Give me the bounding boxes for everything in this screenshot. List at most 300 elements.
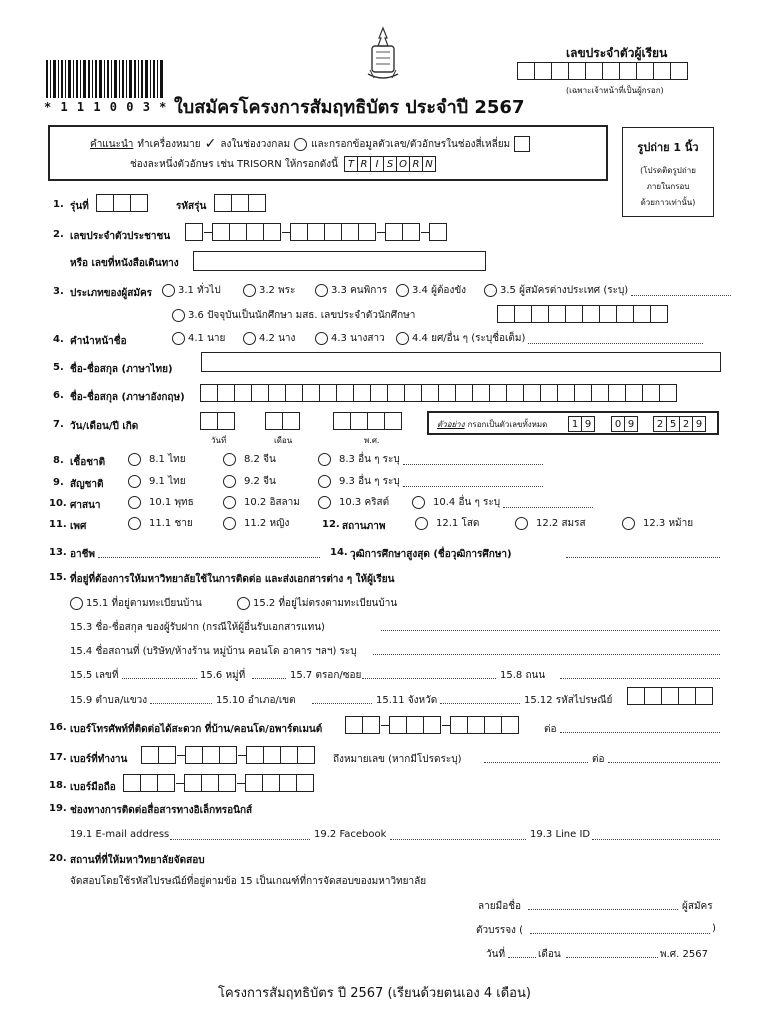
box[interactable] (484, 716, 502, 734)
radio-circle[interactable] (223, 453, 236, 466)
radio-circle[interactable] (223, 475, 236, 488)
box[interactable] (218, 774, 236, 792)
f12-label: สถานภาพ (342, 521, 386, 532)
box[interactable] (367, 412, 385, 430)
radio-circle[interactable] (318, 453, 331, 466)
box[interactable] (290, 223, 308, 241)
f10-option-3[interactable] (318, 495, 389, 510)
box[interactable] (324, 223, 342, 241)
student-number-boxes[interactable] (498, 305, 668, 323)
box[interactable] (140, 774, 158, 792)
f15-s6: 15.6 หมู่ที่ (200, 670, 246, 681)
f3-other-line[interactable] (631, 285, 731, 296)
radio-circle[interactable] (415, 517, 428, 530)
box[interactable] (616, 305, 634, 323)
f11-option-1[interactable] (128, 516, 193, 531)
box[interactable] (551, 62, 569, 80)
f4-option-3[interactable] (315, 331, 385, 346)
example-digit: 9 (692, 416, 706, 432)
box[interactable] (472, 384, 490, 402)
f4-o1: 4.1 นาย (188, 333, 226, 344)
box[interactable] (265, 412, 283, 430)
example-text: กรอกเป็นตัวเลขทั้งหมด (467, 420, 548, 429)
f15-o2: 15.2 ที่อยู่ไม่ตรงตามทะเบียนบ้าน (253, 598, 398, 609)
f10-o1: 10.1 พุทธ (149, 497, 194, 508)
box[interactable] (467, 716, 485, 734)
photo-note-1: (โปรดติดรูปถ่าย (640, 166, 696, 175)
f3-o3: 3.3 คนพิการ (331, 285, 388, 296)
f3-o6: 3.6 ปัจจุบันเป็นนักศึกษา มสธ. เลขประจำตัวนักศึกษา (188, 310, 416, 321)
f16-label: เบอร์โทรศัพท์ที่ติดต่อได้สะดวก ที่บ้าน/คอนโด/อพาร์ตเมนต์ (70, 724, 323, 735)
instructions-text-2: ช่องละหนึ่งตัวอักษร เช่น TRISORN ให้กรอกดังนี้ (130, 158, 339, 170)
f4-o3: 4.3 นางสาว (331, 333, 385, 344)
radio-circle[interactable] (318, 496, 331, 509)
box[interactable] (404, 384, 422, 402)
box[interactable] (642, 384, 660, 402)
f11-o1: 11.1 ชาย (149, 518, 193, 529)
instructions-line-1 (90, 136, 530, 152)
box[interactable] (557, 384, 575, 402)
f12-option-2[interactable] (515, 516, 586, 531)
f10-option-4[interactable] (412, 495, 593, 510)
box[interactable] (384, 412, 402, 430)
box[interactable] (650, 305, 668, 323)
instructions-box (48, 125, 608, 181)
box[interactable] (123, 774, 141, 792)
box[interactable] (285, 384, 303, 402)
radio-circle[interactable] (396, 284, 409, 297)
radio-circle[interactable] (515, 517, 528, 530)
radio-circle[interactable] (128, 475, 141, 488)
box[interactable] (429, 223, 447, 241)
f14-no: 14. (330, 547, 348, 558)
box[interactable] (585, 62, 603, 80)
radio-circle[interactable] (412, 496, 425, 509)
box[interactable] (523, 384, 541, 402)
facebook-line[interactable] (390, 829, 526, 840)
box[interactable] (548, 305, 566, 323)
district-line[interactable] (312, 693, 372, 704)
box[interactable] (184, 774, 202, 792)
box[interactable] (644, 687, 662, 705)
mobile-boxes[interactable] (124, 774, 314, 792)
box[interactable] (619, 62, 637, 80)
f19-s3: 19.3 Line ID (530, 829, 591, 840)
f15-s11: 15.11 จังหวัด (376, 695, 438, 706)
box[interactable] (627, 687, 645, 705)
home-ext-line[interactable] (560, 722, 720, 733)
f4-option-2[interactable] (243, 331, 295, 346)
box[interactable] (200, 384, 218, 402)
f4-no: 4. (53, 334, 64, 345)
box[interactable] (345, 716, 363, 734)
f9-o1: 9.1 ไทย (149, 476, 186, 487)
box[interactable] (245, 774, 263, 792)
box[interactable] (633, 305, 651, 323)
f12-option-1[interactable] (415, 516, 479, 531)
f15-o1: 15.1 ที่อยู่ตามทะเบียนบ้าน (86, 598, 202, 609)
box[interactable] (96, 194, 114, 212)
box[interactable] (506, 384, 524, 402)
f10-label: ศาสนา (70, 500, 101, 511)
soi-line[interactable] (362, 668, 496, 679)
box[interactable] (113, 194, 131, 212)
f9-o2: 9.2 จีน (244, 476, 276, 487)
box[interactable] (212, 223, 230, 241)
f3-option-4[interactable] (396, 283, 466, 298)
f13-no: 13. (49, 547, 67, 558)
box[interactable] (582, 305, 600, 323)
box[interactable] (231, 194, 249, 212)
birth-day-boxes[interactable] (201, 412, 235, 430)
box[interactable] (531, 305, 549, 323)
f7-no: 7. (53, 419, 64, 430)
box[interactable] (280, 746, 298, 764)
f4-o4: 4.4 ยศ/อื่น ๆ (ระบุชื่อเต็ม) (412, 333, 526, 344)
f4-o2: 4.2 นาง (259, 333, 296, 344)
f8-o3: 8.3 อื่น ๆ ระบุ (339, 454, 400, 465)
radio-circle[interactable] (243, 332, 256, 345)
barcode-text: * 1 1 1 0 0 3 * (44, 100, 168, 114)
box[interactable] (353, 384, 371, 402)
box[interactable] (385, 223, 403, 241)
education-line[interactable] (566, 547, 720, 558)
box[interactable] (514, 305, 532, 323)
printed-name-line[interactable] (530, 923, 710, 934)
thai-name-field[interactable] (201, 352, 721, 372)
radio-circle[interactable] (315, 284, 328, 297)
f4-option-1[interactable] (172, 331, 225, 346)
radio-circle[interactable] (622, 517, 635, 530)
f9-o3: 9.3 อื่น ๆ ระบุ (339, 476, 400, 487)
box[interactable] (421, 384, 439, 402)
box[interactable] (319, 384, 337, 402)
batch-boxes[interactable] (97, 194, 148, 212)
postcode-boxes[interactable] (628, 687, 713, 705)
f3-option-3[interactable] (315, 283, 387, 298)
box[interactable] (333, 412, 351, 430)
box[interactable] (296, 774, 314, 792)
box[interactable] (599, 305, 617, 323)
sign-month-label: เดือน (538, 949, 561, 960)
box[interactable] (158, 746, 176, 764)
radio-circle[interactable] (484, 284, 497, 297)
f9-other-line[interactable] (403, 476, 543, 487)
box[interactable] (387, 384, 405, 402)
english-name-boxes[interactable] (201, 384, 677, 402)
box[interactable] (200, 412, 218, 430)
f12-option-3[interactable] (622, 516, 693, 531)
box[interactable] (141, 746, 159, 764)
box[interactable] (455, 384, 473, 402)
f19-s2: 19.2 Facebook (314, 829, 387, 840)
f18-no: 18. (49, 780, 67, 791)
birth-month-caption: เดือน (274, 436, 293, 445)
f10-o2: 10.2 อิสลาม (244, 497, 300, 508)
printed-name-close: ) (712, 923, 716, 934)
radio-circle[interactable] (70, 597, 83, 610)
moo-line[interactable] (252, 668, 286, 679)
f9-option-1[interactable] (128, 474, 186, 489)
f12-o1: 12.1 โสด (436, 518, 480, 529)
box[interactable] (406, 716, 424, 734)
radio-circle[interactable] (172, 332, 185, 345)
box[interactable] (234, 384, 252, 402)
box[interactable] (659, 384, 677, 402)
f8-label: เชื้อชาติ (70, 457, 106, 468)
box[interactable] (402, 223, 420, 241)
signature-applicant: ผู้สมัคร (682, 901, 713, 912)
f9-option-3[interactable] (318, 474, 543, 489)
sign-year-label: พ.ศ. 2567 (660, 949, 708, 960)
f3-o4: 3.4 ผู้ต้องขัง (412, 285, 467, 296)
box[interactable] (185, 746, 203, 764)
box[interactable] (497, 305, 515, 323)
box[interactable] (695, 687, 713, 705)
f9-no: 9. (53, 477, 64, 488)
example-letter: R (409, 156, 423, 172)
work-phone-boxes[interactable] (142, 746, 315, 764)
box[interactable] (501, 716, 519, 734)
box[interactable] (263, 746, 281, 764)
f3-o2: 3.2 พระ (259, 285, 296, 296)
box[interactable] (565, 305, 583, 323)
f9-option-2[interactable] (223, 474, 276, 489)
f3-option-1[interactable] (162, 283, 221, 298)
box[interactable] (246, 746, 264, 764)
box[interactable] (279, 774, 297, 792)
box[interactable] (217, 384, 235, 402)
photo-box[interactable] (622, 127, 714, 217)
f8-option-3[interactable] (318, 452, 543, 467)
barcode-graphic (46, 60, 164, 98)
road-line[interactable] (560, 668, 720, 679)
box[interactable] (625, 384, 643, 402)
f20-label: สถานที่ที่ให้มหาวิทยาลัยจัดสอบ (70, 855, 205, 866)
student-id-label: เลขประจำตัวผู้เรียน (566, 46, 668, 60)
square-icon (514, 136, 530, 152)
box[interactable] (591, 384, 609, 402)
recipient-line[interactable] (381, 620, 720, 631)
box[interactable] (608, 384, 626, 402)
example-digit: 1 (568, 416, 582, 432)
box[interactable] (202, 746, 220, 764)
box[interactable] (602, 62, 620, 80)
occupation-line[interactable] (98, 547, 320, 558)
f15-s12: 15.12 รหัสไปรษณีย์ (524, 695, 613, 706)
f8-option-2[interactable] (223, 452, 276, 467)
email-line[interactable] (170, 829, 310, 840)
f19-s1: 19.1 E-mail address (70, 829, 170, 840)
birth-month-boxes[interactable] (266, 412, 300, 430)
f12-o2: 12.2 สมรส (536, 518, 586, 529)
box[interactable] (262, 774, 280, 792)
f20-no: 20. (49, 853, 67, 864)
photo-title: รูปถ่าย 1 นิ้ว (637, 141, 699, 154)
sign-day-line[interactable] (508, 947, 536, 958)
f17-note: ถึงหมายเลข (หากมีโปรดระบุ) (333, 754, 462, 765)
example-letter: R (357, 156, 371, 172)
f17-ext: ต่อ (592, 754, 605, 765)
box[interactable] (534, 62, 552, 80)
province-line[interactable] (440, 693, 520, 704)
instructions-line-2 (130, 156, 436, 172)
box[interactable] (653, 62, 671, 80)
box[interactable] (540, 384, 558, 402)
box[interactable] (297, 746, 315, 764)
form-title: ใบสมัครโครงการสัมฤทธิบัตร ประจำปี 2567 (174, 97, 525, 118)
radio-circle[interactable] (396, 332, 409, 345)
radio-circle[interactable] (128, 453, 141, 466)
photo-note-2: ภายในกรอบ (646, 182, 690, 191)
f3-o5: 3.5 ผู้สมัครต่างประเทศ (ระบุ) (500, 285, 629, 296)
box[interactable] (389, 716, 407, 734)
f3-option-2[interactable] (243, 283, 295, 298)
f8-option-1[interactable] (128, 452, 186, 467)
example-digit: 9 (624, 416, 638, 432)
work-to-line[interactable] (484, 752, 588, 763)
box[interactable] (438, 384, 456, 402)
f15-s10: 15.10 อำเภอ/เขต (216, 695, 296, 706)
example-letter: T (344, 156, 358, 172)
box[interactable] (248, 194, 266, 212)
f5-label: ชื่อ-ชื่อสกุล (ภาษาไทย) (70, 364, 173, 375)
box[interactable] (341, 223, 359, 241)
f15-s7: 15.7 ตรอก/ซอย (290, 670, 362, 681)
line-id-line[interactable] (592, 829, 720, 840)
printed-name-label: ตัวบรรจง ( (476, 925, 524, 936)
box[interactable] (246, 223, 264, 241)
batch-code-boxes[interactable] (215, 194, 266, 212)
box[interactable] (678, 687, 696, 705)
student-id-boxes[interactable] (518, 62, 688, 80)
barcode (46, 60, 164, 98)
work-ext-line[interactable] (608, 752, 720, 763)
box[interactable] (661, 687, 679, 705)
example-day (569, 416, 595, 432)
subdistrict-line[interactable] (150, 693, 212, 704)
instructions-prefix: คำแนะนำ (90, 138, 134, 150)
radio-circle[interactable] (172, 309, 185, 322)
f10-other-line[interactable] (503, 497, 593, 508)
radio-circle[interactable] (315, 332, 328, 345)
box[interactable] (574, 384, 592, 402)
passport-field[interactable] (193, 251, 486, 271)
f18-label: เบอร์มือถือ (70, 782, 116, 793)
example-letter: S (383, 156, 397, 172)
f15-option-1[interactable] (70, 596, 202, 611)
box[interactable] (157, 774, 175, 792)
box[interactable] (450, 716, 468, 734)
radio-circle[interactable] (223, 496, 236, 509)
instructions-text-b: ลงในช่องวงกลม (220, 138, 291, 150)
box[interactable] (263, 223, 281, 241)
radio-circle[interactable] (128, 496, 141, 509)
f15-option-2[interactable] (237, 596, 397, 611)
f16-ext: ต่อ (544, 724, 557, 735)
f1-no: 1. (53, 199, 64, 210)
checkmark-icon: ✓ (204, 136, 217, 152)
f2-alt-label: หรือ เลขที่หนังสือเดินทาง (70, 258, 179, 269)
box[interactable] (336, 384, 354, 402)
f8-other-line[interactable] (403, 454, 543, 465)
example-letter: I (370, 156, 384, 172)
f8-no: 8. (53, 455, 64, 466)
box[interactable] (423, 716, 441, 734)
f20-note: จัดสอบโดยใช้รหัสไปรษณีย์ที่อยู่ตามข้อ 15 เป็นเกณฑ์ที่การจัดสอบของมหาวิทยาลัย (70, 876, 427, 887)
f4-option-4[interactable] (396, 331, 703, 346)
house-no-line[interactable] (122, 668, 197, 679)
box[interactable] (362, 716, 380, 734)
f6-no: 6. (53, 390, 64, 401)
f4-other-line[interactable] (528, 333, 703, 344)
national-id-boxes[interactable] (186, 223, 447, 241)
box[interactable] (517, 62, 535, 80)
box[interactable] (217, 412, 235, 430)
sign-date-label: วันที่ (486, 949, 506, 960)
f11-label: เพศ (70, 521, 87, 532)
f1-label: รุ่นที่ (70, 201, 89, 212)
f10-option-2[interactable] (223, 495, 300, 510)
f10-option-1[interactable] (128, 495, 194, 510)
radio-circle[interactable] (243, 284, 256, 297)
f15-s8: 15.8 ถนน (500, 670, 546, 681)
radio-circle[interactable] (318, 475, 331, 488)
f3-option-6[interactable] (172, 308, 415, 323)
box[interactable] (219, 746, 237, 764)
box[interactable] (229, 223, 247, 241)
box[interactable] (130, 194, 148, 212)
example-letter: N (422, 156, 436, 172)
box[interactable] (268, 384, 286, 402)
f11-option-2[interactable] (223, 516, 289, 531)
radio-circle[interactable] (162, 284, 175, 297)
radio-circle[interactable] (128, 517, 141, 530)
box[interactable] (358, 223, 376, 241)
sign-month-line[interactable] (566, 947, 658, 958)
box[interactable] (201, 774, 219, 792)
box[interactable] (185, 223, 203, 241)
box[interactable] (302, 384, 320, 402)
radio-circle[interactable] (223, 517, 236, 530)
f2-label: เลขประจำตัวประชาชน (70, 231, 171, 242)
example-caption (437, 418, 547, 431)
box[interactable] (568, 62, 586, 80)
box[interactable] (350, 412, 368, 430)
box[interactable] (251, 384, 269, 402)
birth-day-caption: วันที่ (211, 436, 227, 445)
example-digit: 5 (666, 416, 680, 432)
photo-note-3: ด้วยกาวเท่านั้น) (640, 198, 696, 207)
box[interactable] (214, 194, 232, 212)
box[interactable] (636, 62, 654, 80)
box[interactable] (370, 384, 388, 402)
f13-label: อาชีพ (70, 549, 95, 560)
place-line[interactable] (373, 644, 720, 655)
example-digit: 9 (581, 416, 595, 432)
box[interactable] (670, 62, 688, 80)
signature-line[interactable] (528, 899, 678, 910)
box[interactable] (307, 223, 325, 241)
birth-year-boxes[interactable] (334, 412, 402, 430)
home-phone-boxes[interactable] (346, 716, 519, 734)
radio-circle[interactable] (237, 597, 250, 610)
box[interactable] (489, 384, 507, 402)
f10-o3: 10.3 คริสต์ (339, 497, 390, 508)
box[interactable] (282, 412, 300, 430)
f19-label: ช่องทางการติดต่อสื่อสารทางอิเล็กทรอนิกส์ (70, 805, 253, 816)
f3-option-5[interactable] (484, 283, 731, 298)
